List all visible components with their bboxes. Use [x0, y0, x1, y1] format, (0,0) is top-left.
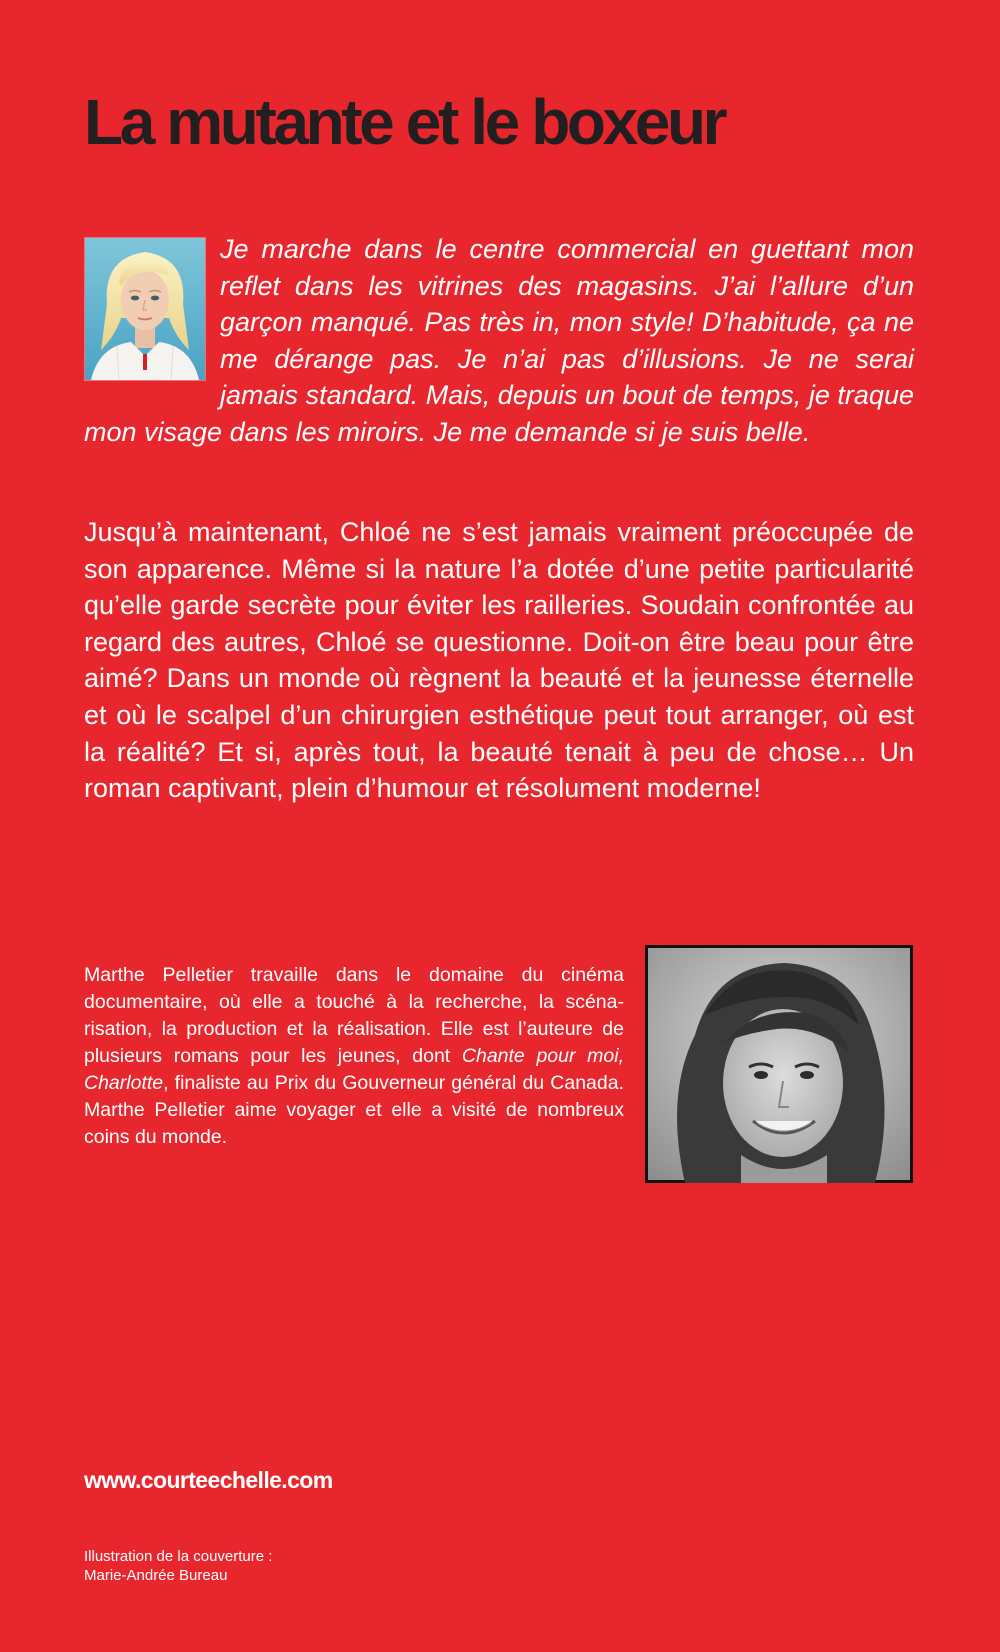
- author-bio-text-end: , finaliste au Prix du Gouverneur général du Canada. Marthe Pelletier aime voyager et elle a visité de nombreux coins du monde.: [84, 1072, 624, 1148]
- excerpt-paragraph: [84, 231, 914, 451]
- excerpt-text: Je marche dans le centre commercial en guettant mon reflet dans les vitrines des magasins. J’ai l’allure d’un garçon manqué. Pas très in, mon style! D’habitude, ça ne me dérange pas. Je n’ai pas d’illusions. Je ne serai jamais standard. Mais, depuis un bout de temps, je traque mon visage dans les miroirs. Je me demande si je suis belle.: [84, 234, 914, 447]
- cover-credits: [84, 1547, 272, 1585]
- author-photo: [645, 945, 913, 1183]
- book-summary: Jusqu’à maintenant, Chloé ne s’est jamais vraiment préoccupée de son apparence. Même si la nature l’a dotée d’une petite particularité qu’elle garde secrète pour éviter les railleries. Soudain confrontée au regard des autres, Chloé se questionne. Doit-on être beau pour être aimé? Dans un monde où règnent la beauté et la jeunesse éternelle et où le scalpel d’un chirurgien esthétique peut tout arranger, où est la réalité? Et si, après tout, la beauté tenait à peu de chose… Un roman captivant, plein d’humour et résolument moderne!: [84, 517, 914, 804]
- illustrator-name: Marie-Andrée Bureau: [84, 1567, 228, 1584]
- award-book-title: Chante pour moi, Charlotte: [84, 1045, 624, 1094]
- book-title: La mutante et le boxeur: [84, 86, 725, 158]
- author-bio-text-start: Marthe Pelletier travaille dans le domaine du cinéma documentaire, où elle a touché à la recherche, la scénarisation, la production et la réalisation. Elle est l’auteure de plusieurs romans pour les jeunes, dont: [84, 964, 624, 1067]
- publisher-website: www.courteechelle.com: [84, 1467, 333, 1493]
- author-biography: [84, 962, 624, 1151]
- credits-label: Illustration de la couverture :: [84, 1548, 273, 1565]
- character-illustration: [84, 237, 206, 381]
